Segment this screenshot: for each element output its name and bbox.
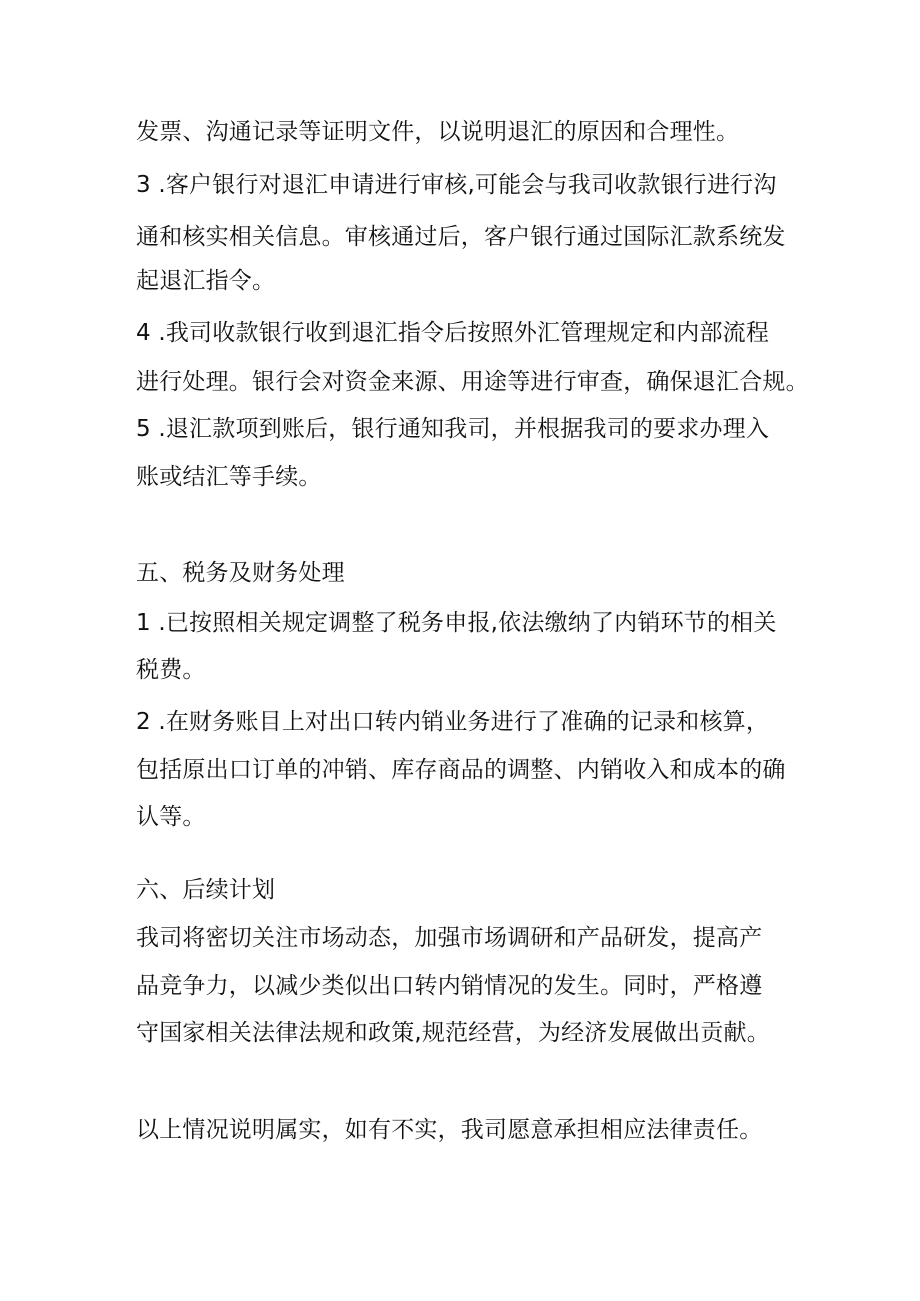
text-line: 3 .客户银行对退汇申请进行审核,可能会与我司收款银行进行沟	[136, 172, 777, 198]
text-line: 起退汇指令。	[136, 268, 276, 294]
text-line: 5 .退汇款项到账后，银行通知我司，并根据我司的要求办理入	[136, 416, 770, 442]
text-line: 认等。	[136, 804, 206, 830]
section-heading: 五、税务及财务处理	[136, 560, 345, 586]
text-line: 4 .我司收款银行收到退汇指令后按照外汇管理规定和内部流程	[136, 320, 770, 346]
text-line: 账或结汇等手续。	[136, 464, 322, 490]
text-line: 我司将密切关注市场动态，加强市场调研和产品研发，提高产	[136, 925, 763, 951]
text-line: 1 .已按照相关规定调整了税务申报,依法缴纳了内销环节的相关	[136, 610, 777, 636]
text-line: 品竞争力，以减少类似出口转内销情况的发生。同时，严格遵	[136, 973, 763, 999]
section-heading: 六、后续计划	[136, 877, 276, 903]
text-line: 通和核实相关信息。审核通过后，客户银行通过国际汇款系统发	[136, 224, 786, 250]
text-line: 2 .在财务账目上对出口转内销业务进行了准确的记录和核算，	[136, 709, 770, 735]
text-line: 守国家相关法律法规和政策,规范经营，为经济发展做出贡献。	[136, 1020, 770, 1046]
text-line: 发票、沟通记录等证明文件，以说明退汇的原因和合理性。	[136, 119, 740, 145]
text-line: 进行处理。银行会对资金来源、用途等进行审查，确保退汇合规。	[136, 369, 809, 395]
closing-statement: 以上情况说明属实，如有不实，我司愿意承担相应法律责任。	[136, 1117, 763, 1143]
text-line: 税费。	[136, 657, 206, 683]
text-line: 包括原出口订单的冲销、库存商品的调整、内销收入和成本的确	[136, 757, 786, 783]
